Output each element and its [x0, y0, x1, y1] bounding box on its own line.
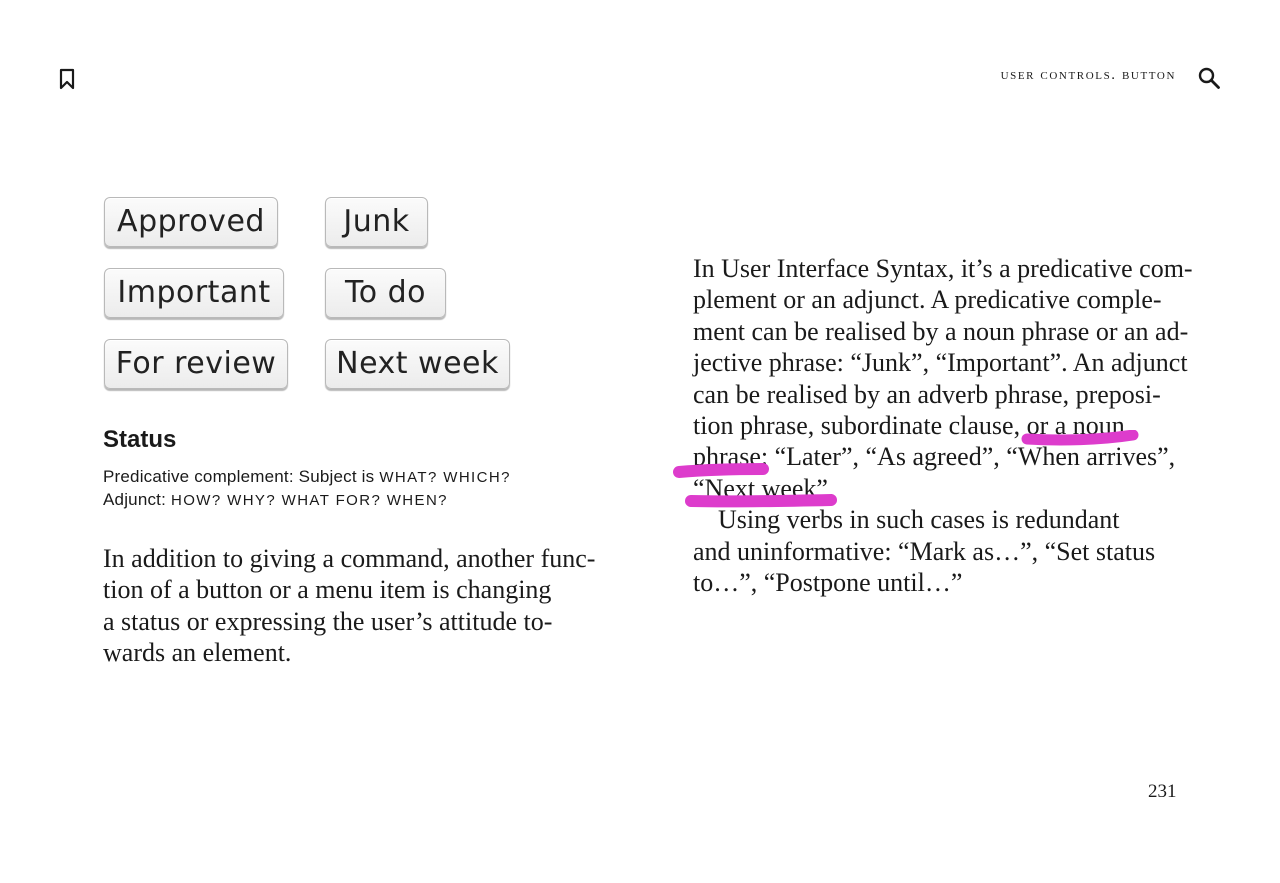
line-text: tion phrase, subordinate clause, [693, 411, 1027, 441]
search-icon[interactable] [1197, 66, 1221, 90]
to-do-button[interactable]: To do [325, 268, 446, 318]
paragraph-line: tion of a button or a menu item is changing [103, 575, 552, 605]
paragraph-line: wards an element. [103, 638, 292, 668]
page-number: 231 [1148, 781, 1177, 802]
for-review-button[interactable]: For review [104, 339, 288, 389]
paragraph-line [693, 441, 1193, 472]
paragraph-line: Using verbs in such cases is redundant [718, 505, 1120, 535]
paragraph-line: can be realised by an adverb phrase, preposi- [693, 379, 1161, 409]
adjunct-note [103, 490, 448, 510]
bookmark-icon[interactable] [58, 68, 76, 90]
paragraph-line: jective phrase: “Junk”, “Important”. An adjunct [693, 348, 1188, 378]
line-text: : “Later”, “As agreed”, “When arrives”, [760, 442, 1176, 472]
paragraph-line [693, 473, 1193, 504]
adjunct-questions: HOW? WHY? WHAT FOR? WHEN? [170, 492, 448, 509]
approved-button[interactable]: Approved [104, 197, 278, 247]
paragraph-line: In User Interface Syntax, it’s a predicative com- [693, 254, 1193, 283]
paragraph-line: a status or expressing the user’s attitude to- [103, 606, 553, 636]
underlined-phrase [693, 441, 761, 472]
underlined-text: or a noun [1026, 411, 1125, 441]
next-week-button[interactable]: Next week [325, 339, 510, 389]
paragraph-line: In addition to giving a command, another func- [103, 544, 596, 573]
paragraph-line: plement or an adjunct. A predicative comple- [693, 285, 1162, 315]
status-heading: Status [103, 426, 177, 453]
underlined-text: “Next week” [693, 473, 828, 503]
paragraph-line: ment can be realised by a noun phrase or an ad- [693, 316, 1189, 346]
paragraph-line: to…”, “Postpone until…” [693, 568, 963, 598]
predicative-label: Predicative complement: Subject is [103, 467, 375, 486]
paragraph-line [693, 410, 1193, 441]
important-button[interactable]: Important [104, 268, 284, 318]
underlined-or-a-noun [1027, 410, 1125, 441]
underlined-text: phrase [693, 442, 761, 472]
line-text: . [827, 473, 835, 503]
right-paragraph [693, 253, 1193, 598]
paragraph-line: and uninformative: “Mark as…”, “Set status [693, 536, 1156, 566]
predicative-complement-note [103, 467, 511, 487]
header-title: user controls. button [1000, 67, 1176, 83]
adjunct-label: Adjunct: [103, 490, 167, 509]
left-paragraph [103, 543, 595, 669]
underlined-next-week [693, 473, 828, 504]
junk-button[interactable]: Junk [325, 197, 428, 247]
predicative-questions: WHAT? WHICH? [379, 469, 511, 486]
